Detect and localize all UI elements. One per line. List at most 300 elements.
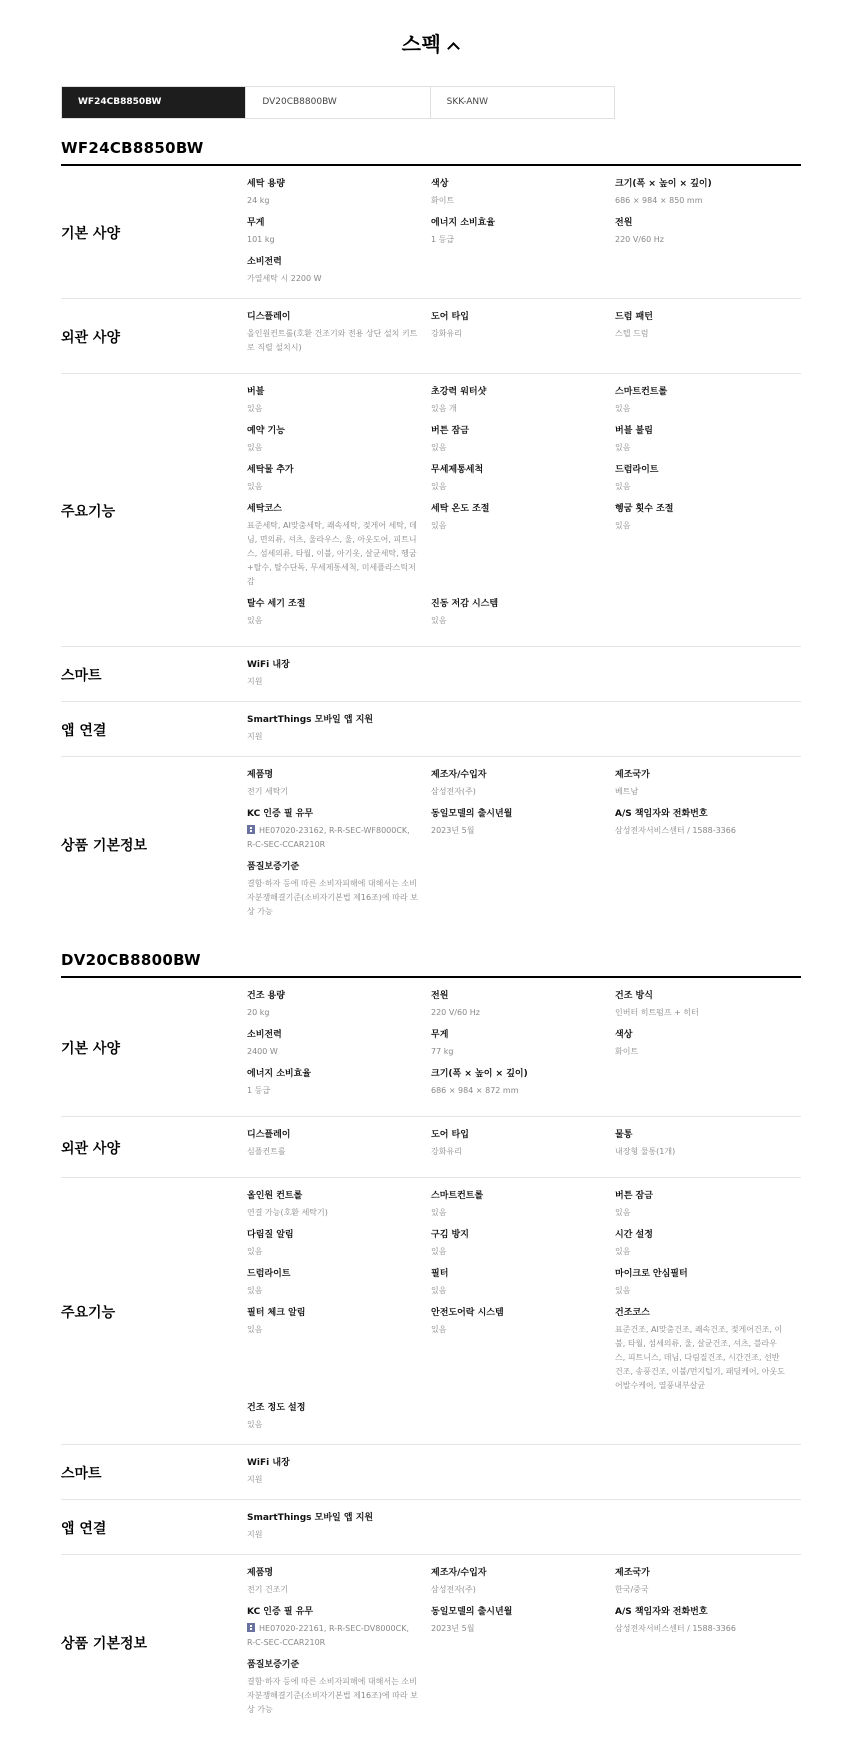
spec-item (615, 502, 799, 589)
spec-value-text: 있음 (431, 1208, 447, 1217)
spec-value (615, 1622, 787, 1636)
spec-label: 건조 방식 (615, 991, 653, 1001)
spec-item (247, 255, 431, 286)
spec-value-text: 내장형 물통(1개) (615, 1147, 676, 1156)
spec-section (61, 1500, 801, 1555)
spec-label: 소비전력 (247, 1030, 282, 1040)
spec-item (615, 463, 799, 494)
spec-value-text: 강화유리 (431, 1147, 462, 1156)
spec-value (247, 1622, 419, 1650)
spec-value-text: 24 kg (247, 196, 270, 205)
qr-code-icon[interactable] (247, 1623, 255, 1632)
spec-grid (247, 385, 801, 636)
spec-value-text: 표준세탁, AI맞춤세탁, 쾌속세탁, 젖게어 세탁, 데님, 면의류, 셔츠, 울라우스, 울, 아웃도어, 피트니스, 섬세의류, 타월, 이불, 아기옷, 살균세탁, 헹굼+탈수, 탈수단독, 무세제통세척, 미세플라스틱저감 (247, 521, 417, 586)
spec-value (615, 824, 787, 838)
spec-value-text: 있음 (615, 1286, 631, 1295)
spec-value-text: 있음 (615, 521, 631, 530)
spec-item (615, 1566, 799, 1597)
spec-item (247, 713, 431, 744)
tab-model-2[interactable]: SKK-ANW (446, 97, 489, 107)
spec-value (247, 1583, 419, 1597)
spec-section (61, 166, 801, 299)
spec-item (247, 1511, 431, 1542)
spec-value-text: 베트남 (615, 787, 639, 796)
spec-value-text: HE07020-23162, R-R-SEC-WF8000CK, R-C-SEC-CCAR210R (247, 826, 410, 849)
spec-value-text: 화이트 (431, 196, 455, 205)
spec-value (431, 441, 603, 455)
spec-value (431, 1284, 603, 1298)
spec-value-text: 686 × 984 × 850 mm (615, 196, 703, 205)
spec-value-text: 2023년 5월 (431, 826, 475, 835)
spec-value-text: 결함·하자 등에 따른 소비자피해에 대해서는 소비자분쟁해결기준(소비자기본법 제16조)에 따라 보상 가능 (247, 1677, 418, 1714)
spec-label: 스마트컨트롤 (615, 387, 668, 397)
spec-label: 동일모델의 출시년월 (431, 809, 513, 819)
spec-label: 건조코스 (615, 1308, 650, 1318)
spec-item (431, 989, 615, 1020)
spec-value-text: 삼성전자(주) (431, 787, 476, 796)
spec-value (431, 194, 603, 208)
spec-item (615, 1228, 799, 1259)
spec-value-text: 한국/중국 (615, 1585, 649, 1594)
spec-value-text: 지원 (247, 677, 263, 686)
spec-section (61, 1178, 801, 1445)
spec-item (615, 177, 799, 208)
spec-value (431, 824, 603, 838)
spec-value-text: 있음 (431, 521, 447, 530)
spec-value (247, 1473, 419, 1487)
model-title: DV20CB8800BW (61, 931, 801, 978)
spec-label: 스마트컨트롤 (431, 1191, 484, 1201)
spec-value-text: 결함·하자 등에 따른 소비자피해에 대해서는 소비자분쟁해결기준(소비자기본법 제16조)에 따라 보상 가능 (247, 879, 418, 916)
spec-label: 전원 (431, 991, 449, 1001)
spec-item (247, 424, 431, 455)
spec-item (431, 1228, 615, 1259)
spec-label: 구김 방지 (431, 1230, 469, 1240)
model-tabs (61, 86, 615, 119)
spec-item (431, 1605, 615, 1650)
spec-item (615, 385, 799, 416)
spec-grid (247, 1189, 801, 1434)
spec-item (247, 989, 431, 1020)
spec-label: A/S 책임자와 전화번호 (615, 1607, 708, 1617)
spec-item (247, 1228, 431, 1259)
spec-item (247, 385, 431, 416)
spec-label: SmartThings 모바일 앱 지원 (247, 1513, 374, 1523)
spec-label: 드럼라이트 (247, 1269, 291, 1279)
spec-item (615, 768, 799, 799)
spec-section (61, 374, 801, 647)
model-spec-block (61, 119, 801, 931)
spec-value-text: 올인원컨트롤(호환 건조기와 전용 상단 설치 키트로 직렬 설치시) (247, 329, 418, 352)
spec-label: 드럼라이트 (615, 465, 659, 475)
spec-value (615, 480, 787, 494)
spec-label: KC 인증 필 유무 (247, 1607, 314, 1617)
spec-value (615, 1284, 787, 1298)
spec-item (431, 1128, 615, 1159)
spec-value (247, 519, 419, 589)
spec-item (615, 1028, 799, 1059)
spec-value-text: 2400 W (247, 1047, 278, 1056)
spec-grid (247, 1566, 801, 1719)
spec-item (615, 1267, 799, 1298)
spec-label: 제조자/수입자 (431, 1568, 487, 1578)
spec-item (431, 1067, 615, 1104)
spec-value-text: 있음 개 (431, 404, 457, 413)
section-title: 주요기능 (61, 503, 116, 520)
spec-value (247, 1418, 419, 1432)
spec-value (431, 233, 603, 247)
spec-label: 제조국가 (615, 770, 650, 780)
section-title: 주요기능 (61, 1304, 116, 1321)
spec-label: 건조 용량 (247, 991, 285, 1001)
spec-value (247, 785, 419, 799)
spec-value (615, 519, 787, 533)
spec-value (247, 1323, 419, 1337)
spec-label: 세탁코스 (247, 504, 282, 514)
spec-value-text: 있음 (615, 1208, 631, 1217)
spec-value (431, 785, 603, 799)
section-title: 앱 연결 (61, 1520, 107, 1537)
spec-label: 버블 불림 (615, 426, 653, 436)
spec-item (615, 1128, 799, 1165)
spec-item (431, 424, 615, 455)
spec-item (431, 463, 615, 494)
spec-value-text: HE07020-22161, R-R-SEC-DV8000CK, R-C-SEC-CCAR210R (247, 1624, 410, 1647)
spec-label: SmartThings 모바일 앱 지원 (247, 715, 374, 725)
spec-value-text: 2023년 5월 (431, 1624, 475, 1633)
spec-value (247, 1084, 419, 1098)
spec-value (615, 1245, 787, 1259)
spec-value (247, 480, 419, 494)
spec-label: 품질보증기준 (247, 1660, 300, 1670)
spec-section (61, 647, 801, 702)
spec-item (431, 310, 615, 355)
section-title: 앱 연결 (61, 722, 107, 739)
spec-value (431, 402, 603, 416)
spec-label: 버튼 잠금 (431, 426, 469, 436)
spec-value (247, 1528, 419, 1542)
spec-value-text: 77 kg (431, 1047, 454, 1056)
spec-grid (247, 768, 801, 921)
spec-label: 세탁 용량 (247, 179, 285, 189)
spec-value-text: 있음 (615, 1247, 631, 1256)
spec-label: 초강력 워터샷 (431, 387, 487, 397)
section-title: 기본 사양 (61, 1040, 120, 1057)
spec-value-text: 220 V/60 Hz (431, 1008, 480, 1017)
spec-label: 시간 설정 (615, 1230, 653, 1240)
spec-value-text: 있음 (247, 482, 263, 491)
spec-value-text: 인버터 히트펌프 + 히터 (615, 1008, 699, 1017)
spec-label: 예약 기능 (247, 426, 285, 436)
spec-item (615, 989, 799, 1020)
spec-value (615, 1145, 787, 1159)
spec-header[interactable] (0, 0, 860, 86)
model-spec-list (0, 119, 860, 1729)
spec-value-text: 있음 (247, 616, 263, 625)
spec-item (431, 216, 615, 247)
spec-value (431, 1045, 603, 1059)
spec-value-text: 있음 (247, 1325, 263, 1334)
spec-item (431, 502, 615, 589)
spec-value (431, 519, 603, 533)
spec-value-text: 있음 (615, 482, 631, 491)
spec-section (61, 1555, 801, 1729)
spec-value-text: 있음 (431, 1325, 447, 1334)
spec-value (247, 1045, 419, 1059)
spec-item (247, 1456, 431, 1487)
spec-label: 제조국가 (615, 1568, 650, 1578)
spec-value-text: 101 kg (247, 235, 275, 244)
model-spec-block (61, 931, 801, 1729)
spec-value-text: 지원 (247, 1475, 263, 1484)
spec-value (431, 1323, 603, 1337)
spec-value (431, 480, 603, 494)
spec-section (61, 978, 801, 1117)
spec-value (247, 194, 419, 208)
spec-value-text: 가열세탁 시 2200 W (247, 274, 322, 283)
spec-value-text: 심플컨트롤 (247, 1147, 286, 1156)
spec-item (431, 1267, 615, 1298)
spec-item (247, 768, 431, 799)
spec-value (615, 402, 787, 416)
model-title: WF24CB8850BW (61, 119, 801, 166)
spec-value-text: 20 kg (247, 1008, 270, 1017)
section-title: 상품 기본정보 (61, 1635, 148, 1652)
spec-label: 제조자/수입자 (431, 770, 487, 780)
spec-value (247, 824, 419, 852)
spec-value (247, 1245, 419, 1259)
spec-value (431, 1583, 603, 1597)
spec-item (431, 177, 615, 208)
spec-value (247, 233, 419, 247)
spec-item (431, 1189, 615, 1220)
section-title: 외관 사양 (61, 329, 120, 346)
spec-section (61, 757, 801, 931)
spec-value (615, 1206, 787, 1220)
spec-value-text: 있음 (615, 404, 631, 413)
spec-grid (247, 658, 801, 691)
spec-item (431, 1306, 615, 1393)
spec-item (247, 860, 431, 919)
spec-label: 제품명 (247, 1568, 274, 1578)
spec-label: 탈수 세기 조절 (247, 599, 306, 609)
spec-label: 도어 타입 (431, 1130, 469, 1140)
spec-label: 세탁 온도 조절 (431, 504, 490, 514)
spec-value-text: 스텝 드럼 (615, 329, 649, 338)
spec-value (431, 1622, 603, 1636)
section-title: 스마트 (61, 1465, 102, 1482)
spec-value (431, 327, 603, 341)
spec-value (247, 402, 419, 416)
spec-label: 필터 (431, 1269, 449, 1279)
spec-item (247, 1267, 431, 1298)
spec-label: 다림질 알림 (247, 1230, 294, 1240)
spec-section (61, 1445, 801, 1500)
spec-item (247, 216, 431, 247)
spec-value (431, 1084, 603, 1098)
spec-item (247, 1067, 431, 1098)
spec-label: 건조 정도 설정 (247, 1403, 306, 1413)
spec-value (615, 785, 787, 799)
spec-item (247, 1028, 431, 1059)
spec-value (247, 730, 419, 744)
spec-label: 디스플레이 (247, 1130, 291, 1140)
spec-label: 마이크로 안심필터 (615, 1269, 688, 1279)
spec-value (247, 1284, 419, 1298)
spec-item (615, 216, 799, 247)
spec-label: KC 인증 필 유무 (247, 809, 314, 819)
spec-value-text: 전기 건조기 (247, 1585, 289, 1594)
spec-item (615, 1605, 799, 1650)
spec-label: 크기(폭 × 높이 × 깊이) (431, 1069, 528, 1079)
spec-value (615, 1045, 787, 1059)
spec-item (247, 597, 431, 628)
spec-label: 제품명 (247, 770, 274, 780)
spec-label: 무게 (247, 218, 265, 228)
spec-value (431, 1145, 603, 1159)
spec-grid (247, 713, 801, 746)
tab-model-1[interactable]: DV20CB8800BW (246, 87, 430, 118)
spec-label: 품질보증기준 (247, 862, 300, 872)
spec-value (247, 614, 419, 628)
spec-item (247, 1401, 431, 1432)
spec-label: 디스플레이 (247, 312, 291, 322)
spec-value-text: 지원 (247, 732, 263, 741)
spec-item (615, 424, 799, 455)
spec-value (431, 614, 603, 628)
spec-value (615, 194, 787, 208)
spec-label: A/S 책임자와 전화번호 (615, 809, 708, 819)
spec-value (247, 1206, 419, 1220)
spec-item (247, 1128, 431, 1159)
spec-value-text: 1 등급 (247, 1086, 271, 1095)
spec-label: WiFi 내장 (247, 1458, 290, 1468)
spec-section (61, 1117, 801, 1178)
spec-label: 에너지 소비효율 (431, 218, 495, 228)
spec-item (431, 385, 615, 416)
spec-value-text: 삼성전자(주) (431, 1585, 476, 1594)
spec-label: 세탁물 추가 (247, 465, 294, 475)
spec-item (431, 768, 615, 799)
spec-grid (247, 177, 801, 288)
spec-value (615, 233, 787, 247)
spec-item (615, 310, 799, 361)
spec-value-text: 있음 (247, 443, 263, 452)
spec-label: 버튼 잠금 (615, 1191, 653, 1201)
spec-item (247, 1189, 431, 1220)
spec-item (431, 1028, 615, 1059)
spec-value-text: 있음 (431, 482, 447, 491)
section-title: 기본 사양 (61, 225, 120, 242)
spec-label: 색상 (431, 179, 449, 189)
spec-value-text: 강화유리 (431, 329, 462, 338)
spec-value (247, 877, 419, 919)
spec-value-text: 삼성전자서비스센터 / 1588-3366 (615, 826, 736, 835)
spec-grid (247, 310, 801, 363)
spec-item (615, 1306, 799, 1393)
spec-value (615, 1583, 787, 1597)
spec-value (431, 1006, 603, 1020)
section-title: 상품 기본정보 (61, 837, 148, 854)
spec-value-text: 있음 (247, 404, 263, 413)
spec-section (61, 702, 801, 757)
spec-grid (247, 1128, 801, 1167)
spec-item (247, 1566, 431, 1597)
spec-label: 동일모델의 출시년월 (431, 1607, 513, 1617)
spec-label: 올인원 컨트롤 (247, 1191, 303, 1201)
spec-item (247, 1658, 431, 1717)
spec-value-text: 있음 (431, 1286, 447, 1295)
spec-label: 도어 타입 (431, 312, 469, 322)
spec-item (615, 1189, 799, 1220)
spec-value (615, 327, 787, 341)
spec-label: WiFi 내장 (247, 660, 290, 670)
spec-value-text: 1 등급 (431, 235, 455, 244)
spec-value (247, 272, 419, 286)
spec-value-text: 있음 (431, 1247, 447, 1256)
spec-label: 무세제통세척 (431, 465, 484, 475)
spec-value (247, 441, 419, 455)
spec-grid (247, 989, 801, 1106)
spec-value (615, 1323, 787, 1393)
spec-label: 크기(폭 × 높이 × 깊이) (615, 179, 712, 189)
spec-value-text: 전기 세탁기 (247, 787, 289, 796)
spec-item (247, 177, 431, 208)
spec-value (615, 1006, 787, 1020)
spec-item (615, 807, 799, 852)
spec-label: 에너지 소비효율 (247, 1069, 311, 1079)
spec-value-text: 있음 (431, 616, 447, 625)
spec-item (247, 502, 431, 589)
spec-value-text: 지원 (247, 1530, 263, 1539)
spec-value (247, 1006, 419, 1020)
spec-item (247, 1605, 431, 1650)
spec-label: 필터 체크 알림 (247, 1308, 306, 1318)
spec-value (247, 1145, 419, 1159)
spec-label: 색상 (615, 1030, 633, 1040)
spec-grid (247, 1511, 801, 1544)
section-title: 외관 사양 (61, 1140, 120, 1157)
spec-item (431, 597, 615, 634)
spec-value-text: 화이트 (615, 1047, 639, 1056)
qr-code-icon[interactable] (247, 825, 255, 834)
spec-value (247, 1675, 419, 1717)
spec-label: 헹굼 횟수 조절 (615, 504, 674, 514)
spec-value-text: 있음 (247, 1420, 263, 1429)
spec-label: 버블 (247, 387, 265, 397)
spec-value (615, 441, 787, 455)
spec-section (61, 299, 801, 374)
chevron-up-icon[interactable] (447, 42, 460, 55)
spec-value-text: 표준건조, AI맞춤건조, 쾌속건조, 젖게어건조, 이불, 타월, 섬세의류, 울, 살균건조, 셔츠, 블라우스, 피트니스, 데님, 다림질건조, 시간건조, 선반건조, 송풍건조, 이불/먼지털기, 패딩케어, 아웃도어발수케어, 열풍내부살균 (615, 1325, 785, 1390)
spec-value (431, 1206, 603, 1220)
spec-item (247, 310, 431, 355)
spec-label: 소비전력 (247, 257, 282, 267)
spec-label: 드럼 패턴 (615, 312, 653, 322)
spec-value (431, 1245, 603, 1259)
spec-item (247, 658, 431, 689)
spec-label: 전원 (615, 218, 633, 228)
spec-value (247, 675, 419, 689)
section-title: 스마트 (61, 667, 102, 684)
spec-grid (247, 1456, 801, 1489)
spec-label: 물통 (615, 1130, 633, 1140)
spec-value-text: 있음 (431, 443, 447, 452)
spec-label: 무게 (431, 1030, 449, 1040)
tab-model-0[interactable]: WF24CB8850BW (62, 87, 246, 118)
spec-value-text: 삼성전자서비스센터 / 1588-3366 (615, 1624, 736, 1633)
spec-value-text: 연결 가능(호환 세탁기) (247, 1208, 328, 1217)
